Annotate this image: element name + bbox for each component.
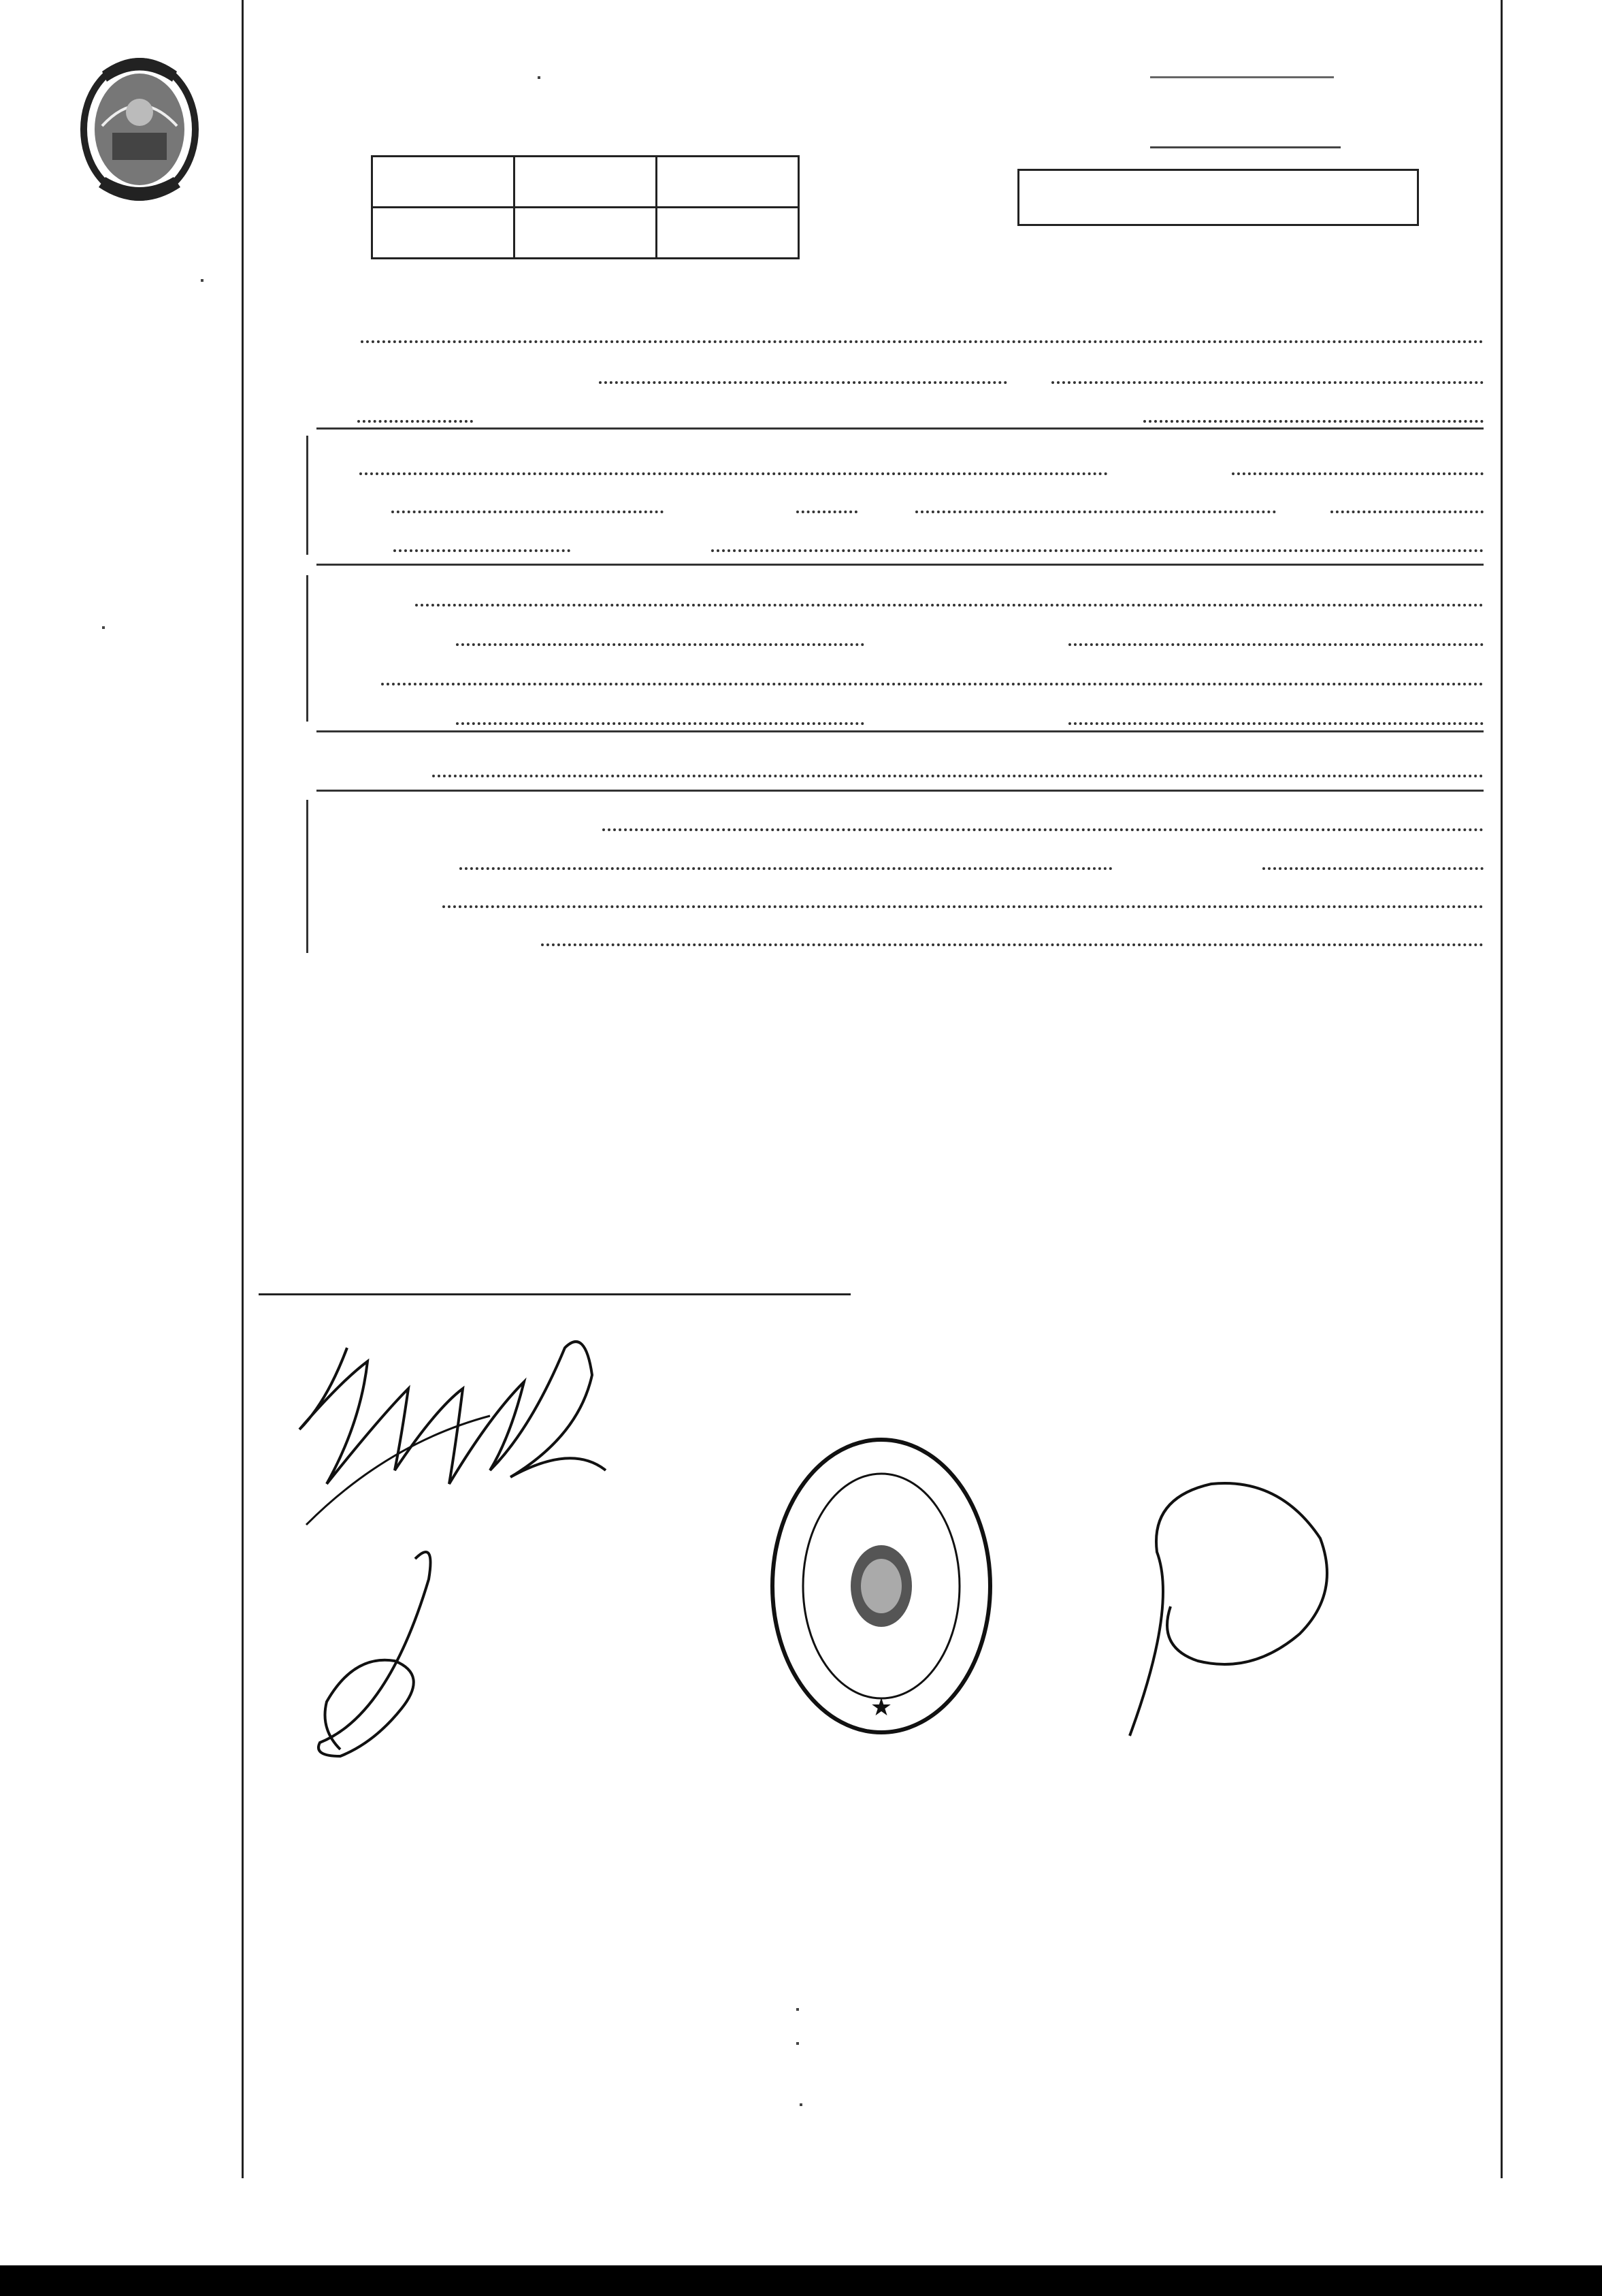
record-header-acta [514, 157, 657, 208]
dotted-line [393, 549, 570, 552]
serial-top-line [1150, 76, 1334, 78]
dotted-line [1143, 420, 1484, 423]
dotted-line [456, 722, 864, 725]
declarante-group-bar [306, 800, 308, 953]
right-margin-rule [1501, 0, 1503, 2178]
dotted-line [442, 905, 1484, 908]
scan-speck [102, 626, 105, 629]
section-rule [316, 730, 1484, 732]
dotted-line [456, 643, 864, 646]
scan-speck [800, 2103, 802, 2106]
serial-underline [1150, 146, 1341, 148]
record-table [371, 155, 800, 259]
record-type-box [1017, 169, 1419, 226]
mother-signature-icon [299, 1538, 449, 1763]
dotted-line [796, 511, 857, 513]
dotted-line [359, 472, 1108, 475]
scan-speck [538, 76, 540, 79]
scan-speck [796, 2042, 799, 2045]
dotted-line [432, 775, 1484, 777]
section-rule [316, 564, 1484, 566]
dotted-line [357, 420, 473, 423]
dotted-line [459, 867, 1113, 870]
dotted-line [1051, 381, 1484, 384]
dotted-line [711, 549, 1484, 552]
dotted-line [361, 340, 1484, 343]
dotted-line [541, 943, 1484, 946]
dotted-line [1068, 643, 1484, 646]
dotted-line [599, 381, 1007, 384]
record-header-anio [657, 157, 799, 208]
record-value-tomo [372, 208, 514, 259]
province-emblem-icon [71, 44, 208, 208]
dotted-line [915, 511, 1276, 513]
record-value-anio [657, 208, 799, 259]
dotted-line [391, 511, 664, 513]
stamp-rule [259, 1293, 851, 1295]
declarant-signature-icon [286, 1321, 640, 1545]
dotted-line [381, 683, 1484, 685]
svg-text:★: ★ [870, 1694, 893, 1721]
dotted-line [1262, 867, 1484, 870]
section-rule [316, 427, 1484, 430]
record-value-acta [514, 208, 657, 259]
security-stamp-band [269, 1058, 868, 1099]
dotted-line [415, 604, 1484, 607]
scan-speck [201, 279, 203, 282]
left-margin-rule [242, 0, 244, 2178]
scan-speck [796, 2008, 799, 2011]
footer-strip [0, 2265, 1602, 2296]
padres-group-bar [306, 575, 308, 722]
dotted-line [1330, 511, 1484, 513]
dotted-line [1068, 722, 1484, 725]
official-signature-icon [1075, 1470, 1368, 1743]
nacido-group-bar [306, 436, 308, 555]
record-header-tomo [372, 157, 514, 208]
dotted-line [1232, 472, 1484, 475]
dotted-line [602, 828, 1484, 831]
barcode-icon [398, 1205, 766, 1266]
official-seal-icon [766, 1429, 997, 1743]
section-rule [316, 790, 1484, 792]
